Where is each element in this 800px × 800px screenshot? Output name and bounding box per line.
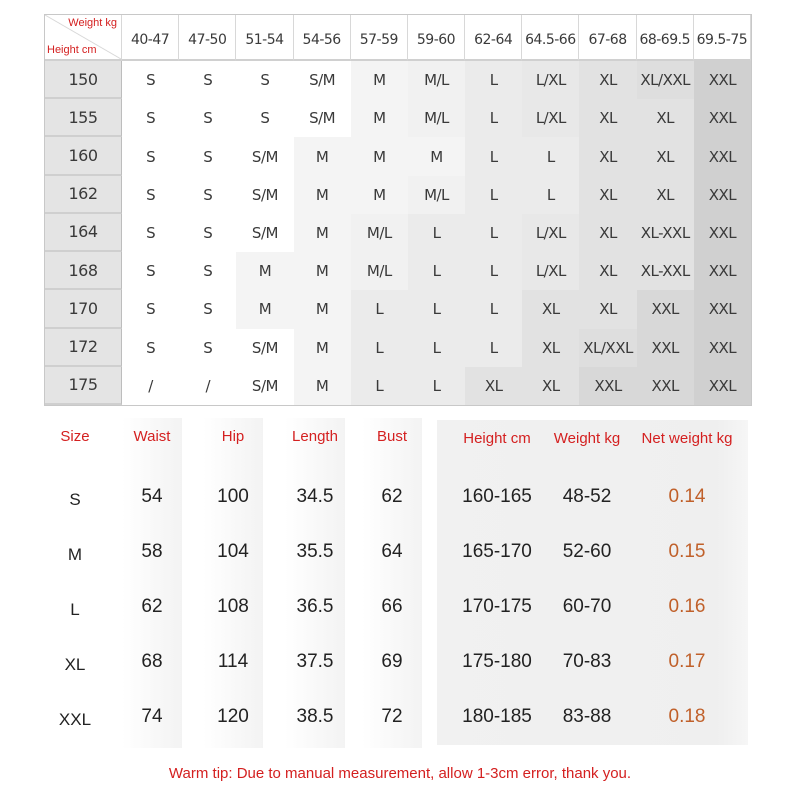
fit-column: [447, 420, 547, 745]
size-cell: L: [465, 290, 522, 328]
size-cell: S/M: [236, 329, 293, 367]
size-label: XL: [64, 655, 86, 674]
size-cell: S: [122, 99, 179, 137]
size-cell: L/XL: [522, 214, 579, 252]
measure-value: 64: [381, 541, 403, 562]
size-cell: S/M: [294, 99, 351, 137]
size-cell: M: [236, 290, 293, 328]
height-row-header: 170: [45, 290, 122, 328]
size-cell: M/L: [408, 61, 465, 99]
net-weight-value: 0.16: [668, 596, 706, 617]
column-header: Hip: [221, 428, 245, 445]
size-cell: XL: [637, 99, 694, 137]
size-cell: XL/XXL: [637, 61, 694, 99]
size-cell: XXL: [694, 290, 751, 328]
height-row-header: 172: [45, 329, 122, 367]
measure-value: 120: [217, 706, 249, 727]
size-cell: L: [465, 137, 522, 175]
size-cell: L: [522, 137, 579, 175]
size-cell: M: [408, 137, 465, 175]
height-row-header: 162: [45, 176, 122, 214]
size-cell: XL: [579, 252, 636, 290]
size-chart-table: [44, 14, 752, 406]
size-cell: XXL: [694, 252, 751, 290]
measure-column: [45, 418, 105, 748]
weight-range-header: 64.5-66: [522, 15, 579, 61]
size-cell: M: [294, 252, 351, 290]
fit-value: 48-52: [562, 486, 612, 507]
measure-value: 58: [141, 541, 163, 562]
size-label: L: [70, 600, 80, 619]
fit-column: [633, 420, 741, 745]
weight-range-header: 40-47: [122, 15, 179, 61]
fit-value: 180-185: [462, 706, 532, 727]
size-cell: S: [122, 61, 179, 99]
size-label: XXL: [58, 710, 92, 729]
size-cell: M: [351, 99, 408, 137]
height-axis-label: Height cm: [47, 44, 97, 56]
weight-range-header: 54-56: [294, 15, 351, 61]
size-cell: L: [465, 329, 522, 367]
size-cell: XXL: [694, 99, 751, 137]
size-label: S: [69, 490, 81, 509]
size-cell: S: [179, 99, 236, 137]
size-cell: L: [408, 252, 465, 290]
weight-range-header: 51-54: [236, 15, 293, 61]
weight-range-header: 47-50: [179, 15, 236, 61]
size-cell: M: [294, 290, 351, 328]
size-cell: S: [122, 176, 179, 214]
size-cell: L: [408, 367, 465, 405]
column-header: Length: [292, 428, 338, 445]
size-cell: M: [351, 137, 408, 175]
fit-value: 83-88: [562, 706, 612, 727]
measure-value: 104: [217, 541, 249, 562]
size-cell: M/L: [351, 214, 408, 252]
size-cell: /: [179, 367, 236, 405]
size-cell: L: [522, 176, 579, 214]
weight-range-header: 67-68: [579, 15, 636, 61]
size-cell: L: [465, 252, 522, 290]
size-cell: L: [351, 367, 408, 405]
net-weight-value: 0.14: [668, 486, 706, 507]
size-cell: XXL: [694, 329, 751, 367]
size-cell: M: [294, 367, 351, 405]
size-cell: M: [351, 61, 408, 99]
measure-value: 38.5: [296, 706, 334, 727]
size-cell: XL: [637, 137, 694, 175]
size-cell: L: [408, 214, 465, 252]
height-row-header: 160: [45, 137, 122, 175]
size-cell: S: [179, 137, 236, 175]
size-cell: S/M: [294, 61, 351, 99]
fit-table: [437, 420, 748, 745]
size-cell: XL: [579, 176, 636, 214]
size-cell: S: [122, 329, 179, 367]
size-cell: L: [465, 176, 522, 214]
size-cell: L: [465, 61, 522, 99]
size-cell: S: [122, 137, 179, 175]
column-header: Height cm: [463, 430, 531, 447]
size-cell: L/XL: [522, 61, 579, 99]
size-cell: XL: [522, 329, 579, 367]
height-row-header: 164: [45, 214, 122, 252]
size-cell: S/M: [236, 137, 293, 175]
size-cell: S/M: [236, 367, 293, 405]
column-header: Waist: [133, 428, 171, 445]
size-cell: L: [408, 290, 465, 328]
net-weight-value: 0.15: [668, 541, 706, 562]
measure-value: 35.5: [296, 541, 334, 562]
size-cell: XXL: [637, 290, 694, 328]
size-cell: XL: [579, 137, 636, 175]
measure-value: 62: [381, 486, 403, 507]
size-cell: M/L: [351, 252, 408, 290]
weight-range-header: 62-64: [465, 15, 522, 61]
measure-value: 114: [217, 651, 249, 672]
measure-value: 54: [141, 486, 163, 507]
measure-column: [122, 418, 182, 748]
size-cell: XXL: [637, 329, 694, 367]
size-cell: M: [294, 329, 351, 367]
height-row-header: 150: [45, 61, 122, 99]
size-cell: S/M: [236, 214, 293, 252]
size-cell: XXL: [694, 176, 751, 214]
table-corner-header: [45, 15, 122, 61]
size-cell: M/L: [408, 176, 465, 214]
measure-value: 37.5: [296, 651, 334, 672]
column-header: Size: [60, 428, 90, 445]
size-cell: S: [179, 290, 236, 328]
weight-range-header: 59-60: [408, 15, 465, 61]
size-cell: S: [179, 176, 236, 214]
column-header: Bust: [376, 428, 407, 445]
size-cell: XXL: [694, 214, 751, 252]
size-cell: XL: [637, 176, 694, 214]
size-cell: XXL: [637, 367, 694, 405]
size-cell: XL-XXL: [637, 214, 694, 252]
column-header: Weight kg: [553, 430, 621, 447]
size-cell: M/L: [408, 99, 465, 137]
size-cell: L/XL: [522, 252, 579, 290]
measure-column: [285, 418, 345, 748]
size-cell: L: [465, 99, 522, 137]
size-cell: M: [294, 137, 351, 175]
weight-axis-label: Weight kg: [68, 17, 117, 29]
measurement-table: [40, 418, 440, 748]
size-cell: M: [236, 252, 293, 290]
size-cell: S: [179, 329, 236, 367]
size-cell: S: [122, 214, 179, 252]
fit-value: 52-60: [562, 541, 612, 562]
fit-value: 60-70: [562, 596, 612, 617]
measure-value: 36.5: [296, 596, 334, 617]
fit-value: 70-83: [562, 651, 612, 672]
size-cell: XL: [579, 290, 636, 328]
weight-range-header: 69.5-75: [694, 15, 751, 61]
size-cell: XL: [465, 367, 522, 405]
weight-range-header: 57-59: [351, 15, 408, 61]
size-cell: L: [408, 329, 465, 367]
size-cell: XL/XXL: [579, 329, 636, 367]
measure-value: 69: [381, 651, 403, 672]
column-header: Net weight kg: [641, 430, 733, 447]
size-cell: /: [122, 367, 179, 405]
fit-value: 160-165: [462, 486, 532, 507]
weight-range-header: 68-69.5: [637, 15, 694, 61]
size-cell: S: [236, 61, 293, 99]
measure-value: 74: [141, 706, 163, 727]
size-cell: XXL: [579, 367, 636, 405]
size-cell: L/XL: [522, 99, 579, 137]
size-cell: S: [179, 214, 236, 252]
fit-value: 170-175: [462, 596, 532, 617]
fit-value: 175-180: [462, 651, 532, 672]
measure-value: 68: [141, 651, 163, 672]
size-cell: XL: [579, 61, 636, 99]
size-cell: XL-XXL: [637, 252, 694, 290]
size-cell: M: [351, 176, 408, 214]
height-row-header: 155: [45, 99, 122, 137]
size-cell: L: [351, 329, 408, 367]
size-cell: L: [351, 290, 408, 328]
size-cell: S: [122, 252, 179, 290]
measure-value: 62: [141, 596, 163, 617]
measure-column: [362, 418, 422, 748]
measure-value: 34.5: [296, 486, 334, 507]
size-cell: XL: [522, 290, 579, 328]
size-cell: XXL: [694, 367, 751, 405]
fit-column: [537, 420, 637, 745]
measure-value: 72: [381, 706, 403, 727]
size-cell: M: [294, 214, 351, 252]
fit-value: 165-170: [462, 541, 532, 562]
measure-value: 108: [217, 596, 249, 617]
size-cell: XXL: [694, 61, 751, 99]
measure-value: 100: [217, 486, 249, 507]
size-cell: S: [179, 61, 236, 99]
size-cell: S/M: [236, 176, 293, 214]
size-cell: M: [294, 176, 351, 214]
size-cell: S: [122, 290, 179, 328]
size-cell: S: [236, 99, 293, 137]
size-cell: S: [179, 252, 236, 290]
measure-column: [203, 418, 263, 748]
size-cell: XL: [579, 99, 636, 137]
net-weight-value: 0.18: [668, 706, 706, 727]
size-label: M: [67, 545, 83, 564]
measure-value: 66: [381, 596, 403, 617]
height-row-header: 168: [45, 252, 122, 290]
size-cell: L: [465, 214, 522, 252]
net-weight-value: 0.17: [668, 651, 706, 672]
size-cell: XL: [579, 214, 636, 252]
size-cell: XXL: [694, 137, 751, 175]
height-row-header: 175: [45, 367, 122, 405]
size-cell: XL: [522, 367, 579, 405]
warm-tip: Warm tip: Due to manual measurement, allow 1-3cm error, thank you.: [168, 765, 632, 782]
